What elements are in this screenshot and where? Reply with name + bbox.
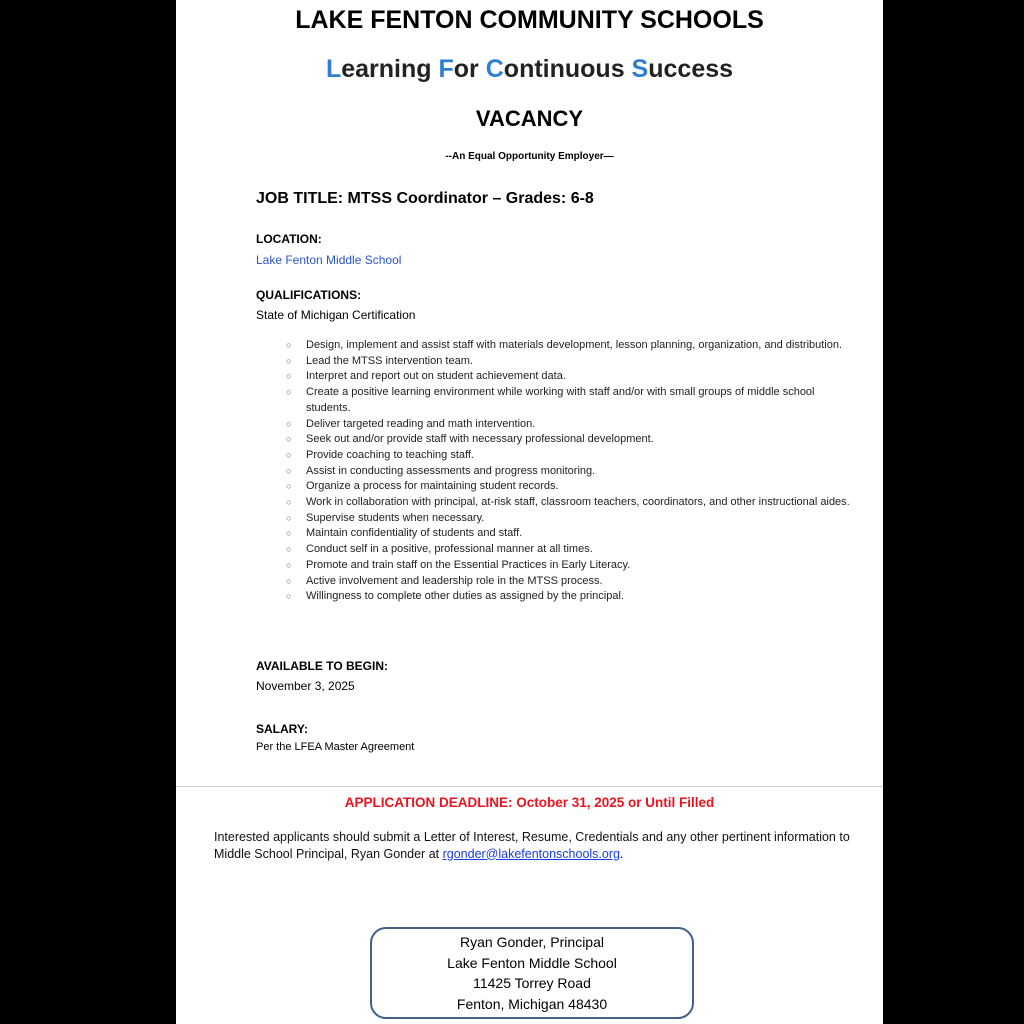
tagline <box>176 55 883 84</box>
duty-item <box>286 448 861 464</box>
vacancy-document <box>176 0 883 1024</box>
instructions-end: . <box>619 846 624 861</box>
address-line: Lake Fenton Middle School <box>447 954 617 971</box>
circle-bullet-icon: ○ <box>286 340 292 350</box>
circle-bullet-icon: ○ <box>286 559 292 570</box>
circle-bullet-icon: ○ <box>286 591 292 602</box>
duty-item <box>286 354 861 370</box>
duty-text: Interpret and report out on student achievement data. <box>306 370 566 383</box>
available-label: AVAILABLE TO BEGIN: <box>256 659 388 673</box>
location-value: Lake Fenton Middle School <box>256 253 402 267</box>
email-link[interactable]: rgonder@lakefentonschools.org <box>442 846 620 861</box>
duty-item <box>286 542 861 558</box>
circle-bullet-icon: ○ <box>286 387 292 398</box>
circle-bullet-icon: ○ <box>286 544 292 555</box>
duty-text: Maintain confidentiality of students and staff. <box>306 527 523 540</box>
duty-text: Willingness to complete other duties as assigned by the principal. <box>306 590 624 603</box>
duty-item <box>286 338 861 354</box>
duty-text: Seek out and/or provide staff with necessary professional development. <box>306 433 654 446</box>
duty-text: Organize a process for maintaining student records. <box>306 480 559 493</box>
tagline-word: ontinuous <box>503 55 632 83</box>
duty-item <box>286 369 861 385</box>
circle-bullet-icon: ○ <box>286 497 292 508</box>
circle-bullet-icon: ○ <box>286 465 292 476</box>
tagline-cap: S <box>631 55 649 83</box>
duty-item <box>286 432 861 448</box>
address-line: 11425 Torrey Road <box>473 975 591 991</box>
duties-list <box>286 338 861 605</box>
location-label: LOCATION: <box>256 232 322 246</box>
circle-bullet-icon: ○ <box>286 481 292 492</box>
application-instructions <box>214 829 854 862</box>
tagline-word: uccess <box>648 55 734 83</box>
circle-bullet-icon: ○ <box>286 418 292 429</box>
duty-item <box>286 479 861 495</box>
qualifications-label: QUALIFICATIONS: <box>256 288 362 302</box>
qualification-value: State of Michigan Certification <box>256 308 416 322</box>
address-line: Fenton, Michigan 48430 <box>456 995 608 1012</box>
circle-bullet-icon: ○ <box>286 528 292 539</box>
tagline-word: or <box>453 55 486 83</box>
circle-bullet-icon: ○ <box>286 371 292 382</box>
duty-item <box>286 464 861 480</box>
duty-item <box>286 417 861 433</box>
circle-bullet-icon: ○ <box>286 355 292 366</box>
tagline-cap: C <box>485 55 504 83</box>
tagline-word: earning <box>341 55 439 83</box>
duty-text: Deliver targeted reading and math intervention. <box>306 417 536 430</box>
duty-text: Supervise students when necessary. <box>306 511 485 524</box>
tagline-cap: F <box>438 55 454 83</box>
duty-text: Provide coaching to teaching staff. <box>306 448 474 461</box>
duty-text: Create a positive learning environment while working with staff and/or with small groups of middle school students. <box>306 386 815 414</box>
salary-label: SALARY: <box>256 722 308 736</box>
address-box <box>370 927 694 1019</box>
duty-text: Active involvement and leadership role in the MTSS process. <box>306 574 603 587</box>
circle-bullet-icon: ○ <box>286 434 292 445</box>
duty-text: Lead the MTSS intervention team. <box>306 354 473 367</box>
duty-item <box>286 511 861 527</box>
duty-item <box>286 574 861 590</box>
duty-item <box>286 558 861 574</box>
duty-item <box>286 589 861 605</box>
circle-bullet-icon: ○ <box>286 512 292 523</box>
circle-bullet-icon: ○ <box>286 575 292 586</box>
job-title: JOB TITLE: MTSS Coordinator – Grades: 6-8 <box>256 190 594 207</box>
circle-bullet-icon: ○ <box>286 449 292 460</box>
duty-text: Assist in conducting assessments and progress monitoring. <box>306 464 596 477</box>
duty-item <box>286 495 861 511</box>
duty-text: Work in collaboration with principal, at-risk staff, classroom teachers, coordinators, and other instructional aides. <box>306 496 850 509</box>
available-value: November 3, 2025 <box>256 679 355 693</box>
duty-text: Design, implement and assist staff with materials development, lesson planning, organization, and distribution. <box>306 339 843 351</box>
address-line: Ryan Gonder, Principal <box>460 934 604 950</box>
duty-item <box>286 385 861 416</box>
application-deadline: APPLICATION DEADLINE: October 31, 2025 or Until Filled <box>344 795 715 810</box>
instructions-text: Interested applicants should submit a Letter of Interest, Resume, Credentials and any other pertinent information to Middle School Principal, Ryan Gonder at <box>214 830 850 861</box>
section-divider <box>176 786 883 787</box>
tagline-cap: L <box>325 55 342 83</box>
duty-text: Promote and train staff on the Essential Practices in Early Literacy. <box>306 558 631 571</box>
org-name: LAKE FENTON COMMUNITY SCHOOLS <box>295 6 764 34</box>
duty-text: Conduct self in a positive, professional manner at all times. <box>306 543 593 556</box>
vacancy-heading: VACANCY <box>475 106 584 131</box>
salary-value: Per the LFEA Master Agreement <box>256 741 415 753</box>
duty-item <box>286 526 861 542</box>
eoe-statement: --An Equal Opportunity Employer— <box>445 151 614 162</box>
